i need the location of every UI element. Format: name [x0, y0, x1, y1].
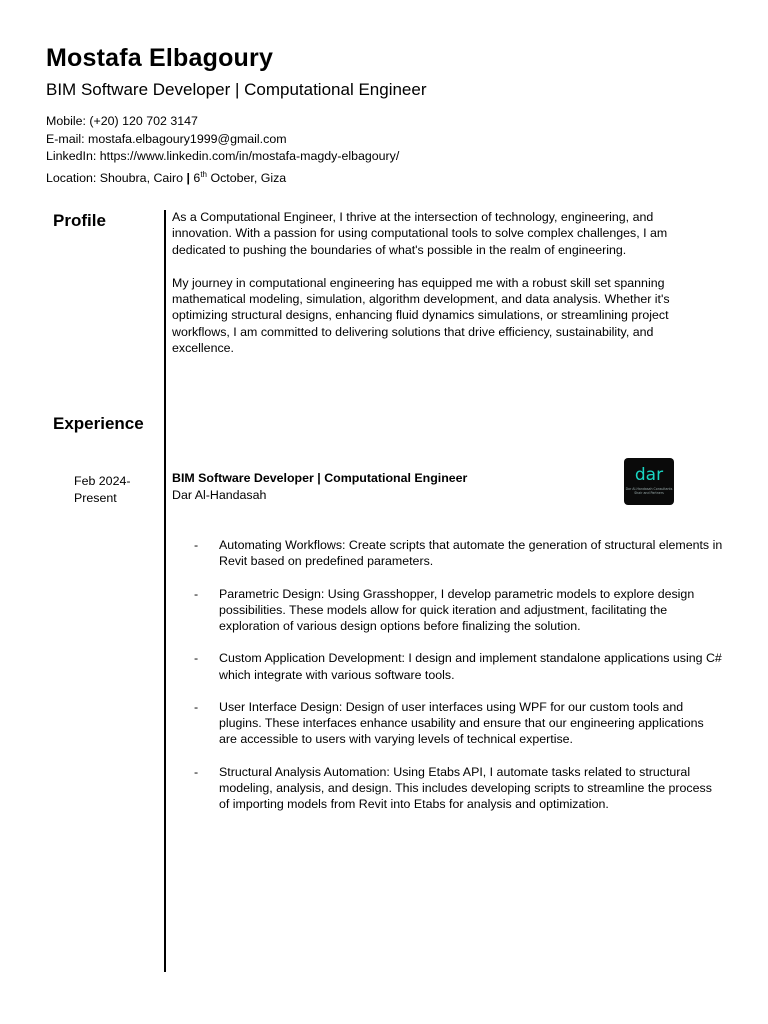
- profile-heading: Profile: [53, 211, 106, 230]
- job-date-end: Present: [74, 491, 117, 505]
- contact-linkedin[interactable]: LinkedIn: https://www.linkedin.com/in/mostafa-magdy-elbagoury/: [46, 149, 400, 164]
- contact-mobile: Mobile: (+20) 120 702 3147: [46, 114, 198, 128]
- contact-block: [46, 113, 399, 188]
- contact-email[interactable]: E-mail: mostafa.elbagoury1999@gmail.com: [46, 131, 287, 146]
- bullet-text: Custom Application Development: I design and implement standalone applications using C# which integrate with various software tools.: [219, 651, 733, 682]
- job-date-start: Feb 2024-: [74, 474, 131, 488]
- location-rest: October, Giza: [207, 170, 287, 185]
- job-title: BIM Software Developer | Computational Engineer: [172, 471, 468, 485]
- bullet-text: Structural Analysis Automation: Using Etabs API, I automate tasks related to structural modeling, analysis, and design. This includes developing scripts to streamline the process of importing models from Revit into Etabs for analysis and optimization.: [219, 764, 712, 812]
- job-company: Dar Al-Handasah: [172, 488, 267, 502]
- list-item: [194, 650, 733, 682]
- list-item: [194, 586, 724, 635]
- contact-location: [46, 166, 399, 188]
- bullet-dash: -: [194, 764, 199, 779]
- job-responsibilities: [194, 537, 733, 829]
- profile-text: [172, 209, 712, 373]
- bullet-text: Parametric Design: Using Grasshopper, I develop parametric models to explore design possibilities. These models allow for quick iteration and adjustment, facilitating the exploration of various design options before finalizing the solution.: [219, 586, 695, 633]
- list-item: [194, 699, 724, 748]
- list-item: [194, 764, 724, 813]
- bullet-dash: -: [194, 651, 199, 666]
- bullet-text: User Interface Design: Design of user interfaces using WPF for our custom tools and plugins. These interfaces enhance usability and ensure that our engineering applications are accessible to users with varying levels of technical expertise.: [219, 699, 704, 747]
- location-prefix: Location: Shoubra, Cairo: [46, 170, 187, 185]
- location-separator: |: [186, 170, 190, 185]
- location-day: 6: [189, 170, 201, 185]
- bullet-dash: -: [194, 699, 199, 714]
- job-date: [74, 473, 130, 507]
- bullet-dash: -: [194, 538, 199, 552]
- bullet-dash: -: [194, 586, 199, 601]
- bullet-text: Automating Workflows: Create scripts that automate the generation of structural elements in Revit based on predefined parameters.: [219, 538, 723, 569]
- candidate-title: BIM Software Developer | Computational Engineer: [46, 80, 427, 99]
- list-item: [194, 537, 724, 569]
- profile-paragraph: As a Computational Engineer, I thrive at the intersection of technology, engineering, and innovation. With a passion for using computational tools to solve complex challenges, I am dedicated to pushing the boundaries of what's possible in the realm of engineering.: [172, 210, 668, 257]
- company-logo-subtext: Dar Al-Handasah Consultants Shair and Partners: [625, 487, 673, 495]
- location-ordinal: th: [200, 169, 207, 179]
- company-logo-text: dar: [634, 465, 664, 485]
- company-logo: [624, 458, 674, 505]
- profile-paragraph: My journey in computational engineering has equipped me with a robust skill set spanning mathematical modeling, simulation, algorithm development, and data analysis. Whether it's optimizing structural designs, enhancing fluid dynamics simulations, or streamlining project workflows, I am committed to delivering solutions that drive efficiency, sustainability, and excellence.: [172, 275, 670, 356]
- section-divider-line: [164, 210, 166, 972]
- candidate-name: Mostafa Elbagoury: [46, 44, 274, 72]
- experience-heading: Experience: [53, 414, 144, 433]
